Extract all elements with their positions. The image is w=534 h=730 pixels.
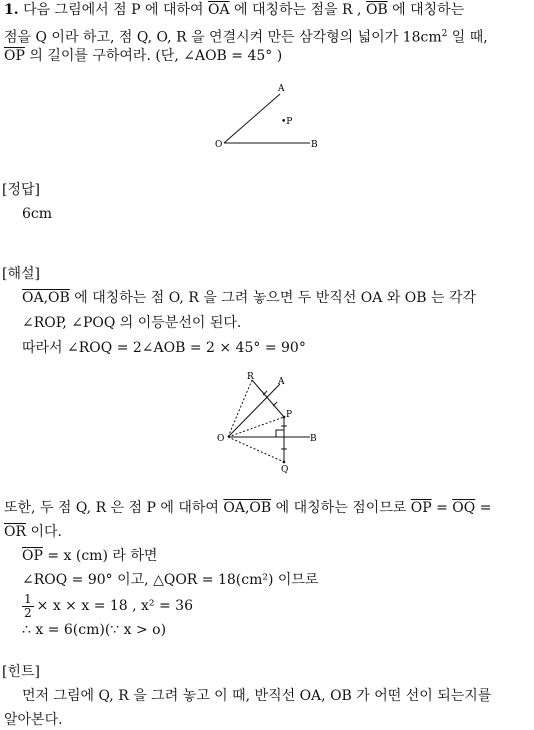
fraction-half: $\frac{1}{2}$	[24, 591, 32, 620]
explanation-line-5: $\overline{OR}$ 이다.	[4, 524, 62, 540]
label-q: Q	[281, 465, 289, 475]
figure-symmetry	[210, 370, 330, 476]
label-p2: P	[286, 410, 293, 420]
label-a2: A	[278, 377, 285, 387]
figure-angle-aob	[210, 80, 330, 152]
label-a: A	[278, 84, 285, 94]
explanation-heading: [해설]	[2, 266, 40, 282]
label-o: O	[215, 140, 223, 150]
answer-value: 6cm	[22, 206, 53, 222]
label-b: B	[311, 140, 318, 150]
explanation-line-3: 따라서 ∠ROQ = 2∠AOB = 2 × 45° = 90°	[22, 340, 306, 356]
segment-oa: $\overline{OA}$	[207, 2, 230, 18]
explanation-line-7: ∠ROQ = 90° 이고, △QOR = 18(cm²) 이므로	[22, 572, 319, 588]
explanation-line-9: ∴ x = 6(cm)(∵ x > o)	[22, 622, 167, 638]
label-r: R	[247, 372, 254, 382]
answer-heading: [정답]	[2, 182, 40, 198]
hint-line-2: 알아본다.	[4, 712, 63, 728]
problem-line-3: $\overline{OP}$ 의 길이를 구하여라. (단, ∠AOB = 45° )	[4, 48, 283, 64]
explanation-line-6: $\overline{OP} = x$ (cm) 라 하면	[22, 548, 158, 564]
explanation-line-4: 또한, 두 점 Q, R 은 점 P 에 대하여 OA,OB 에 대칭하는 점이므로 $\overline{OP} = \overline{OQ}$ =	[4, 500, 492, 516]
label-p: •P	[281, 117, 293, 127]
explanation-line-2: ∠ROP, ∠POQ 의 이등분선이 된다.	[22, 315, 242, 331]
explanation-line-1: OA,OB 에 대칭하는 점 O, R 을 그려 놓으면 두 반직선 OA 와 OB 는 각각	[22, 290, 477, 306]
problem-number: 1.	[4, 2, 19, 18]
label-o2: O	[217, 434, 225, 444]
segment-ob: $\overline{OB}$	[365, 2, 388, 18]
hint-line-1: 먼저 그림에 Q, R 을 그려 놓고 이 때, 반직선 OA, OB 가 어떤 선이 되는지를	[22, 688, 492, 704]
problem-line-2: 점을 Q 이라 하고, 점 Q, O, R 을 연결시켜 만든 삼각형의 넓이가 $18cm^2$ 일 때,	[4, 29, 488, 46]
label-b2: B	[310, 434, 317, 444]
problem-line-1: 1. 다음 그림에서 점 P 에 대하여 $\overline{OA}$ 에 대칭하는 점을 R , $\overline{OB}$ 에 대칭하는	[4, 2, 465, 18]
segment-op: $\overline{OP}$	[4, 48, 25, 64]
explanation-line-8: $\frac{1}{2}$ × x × x = 18 , x² = 36	[24, 591, 193, 620]
hint-heading: [힌트]	[2, 664, 40, 680]
